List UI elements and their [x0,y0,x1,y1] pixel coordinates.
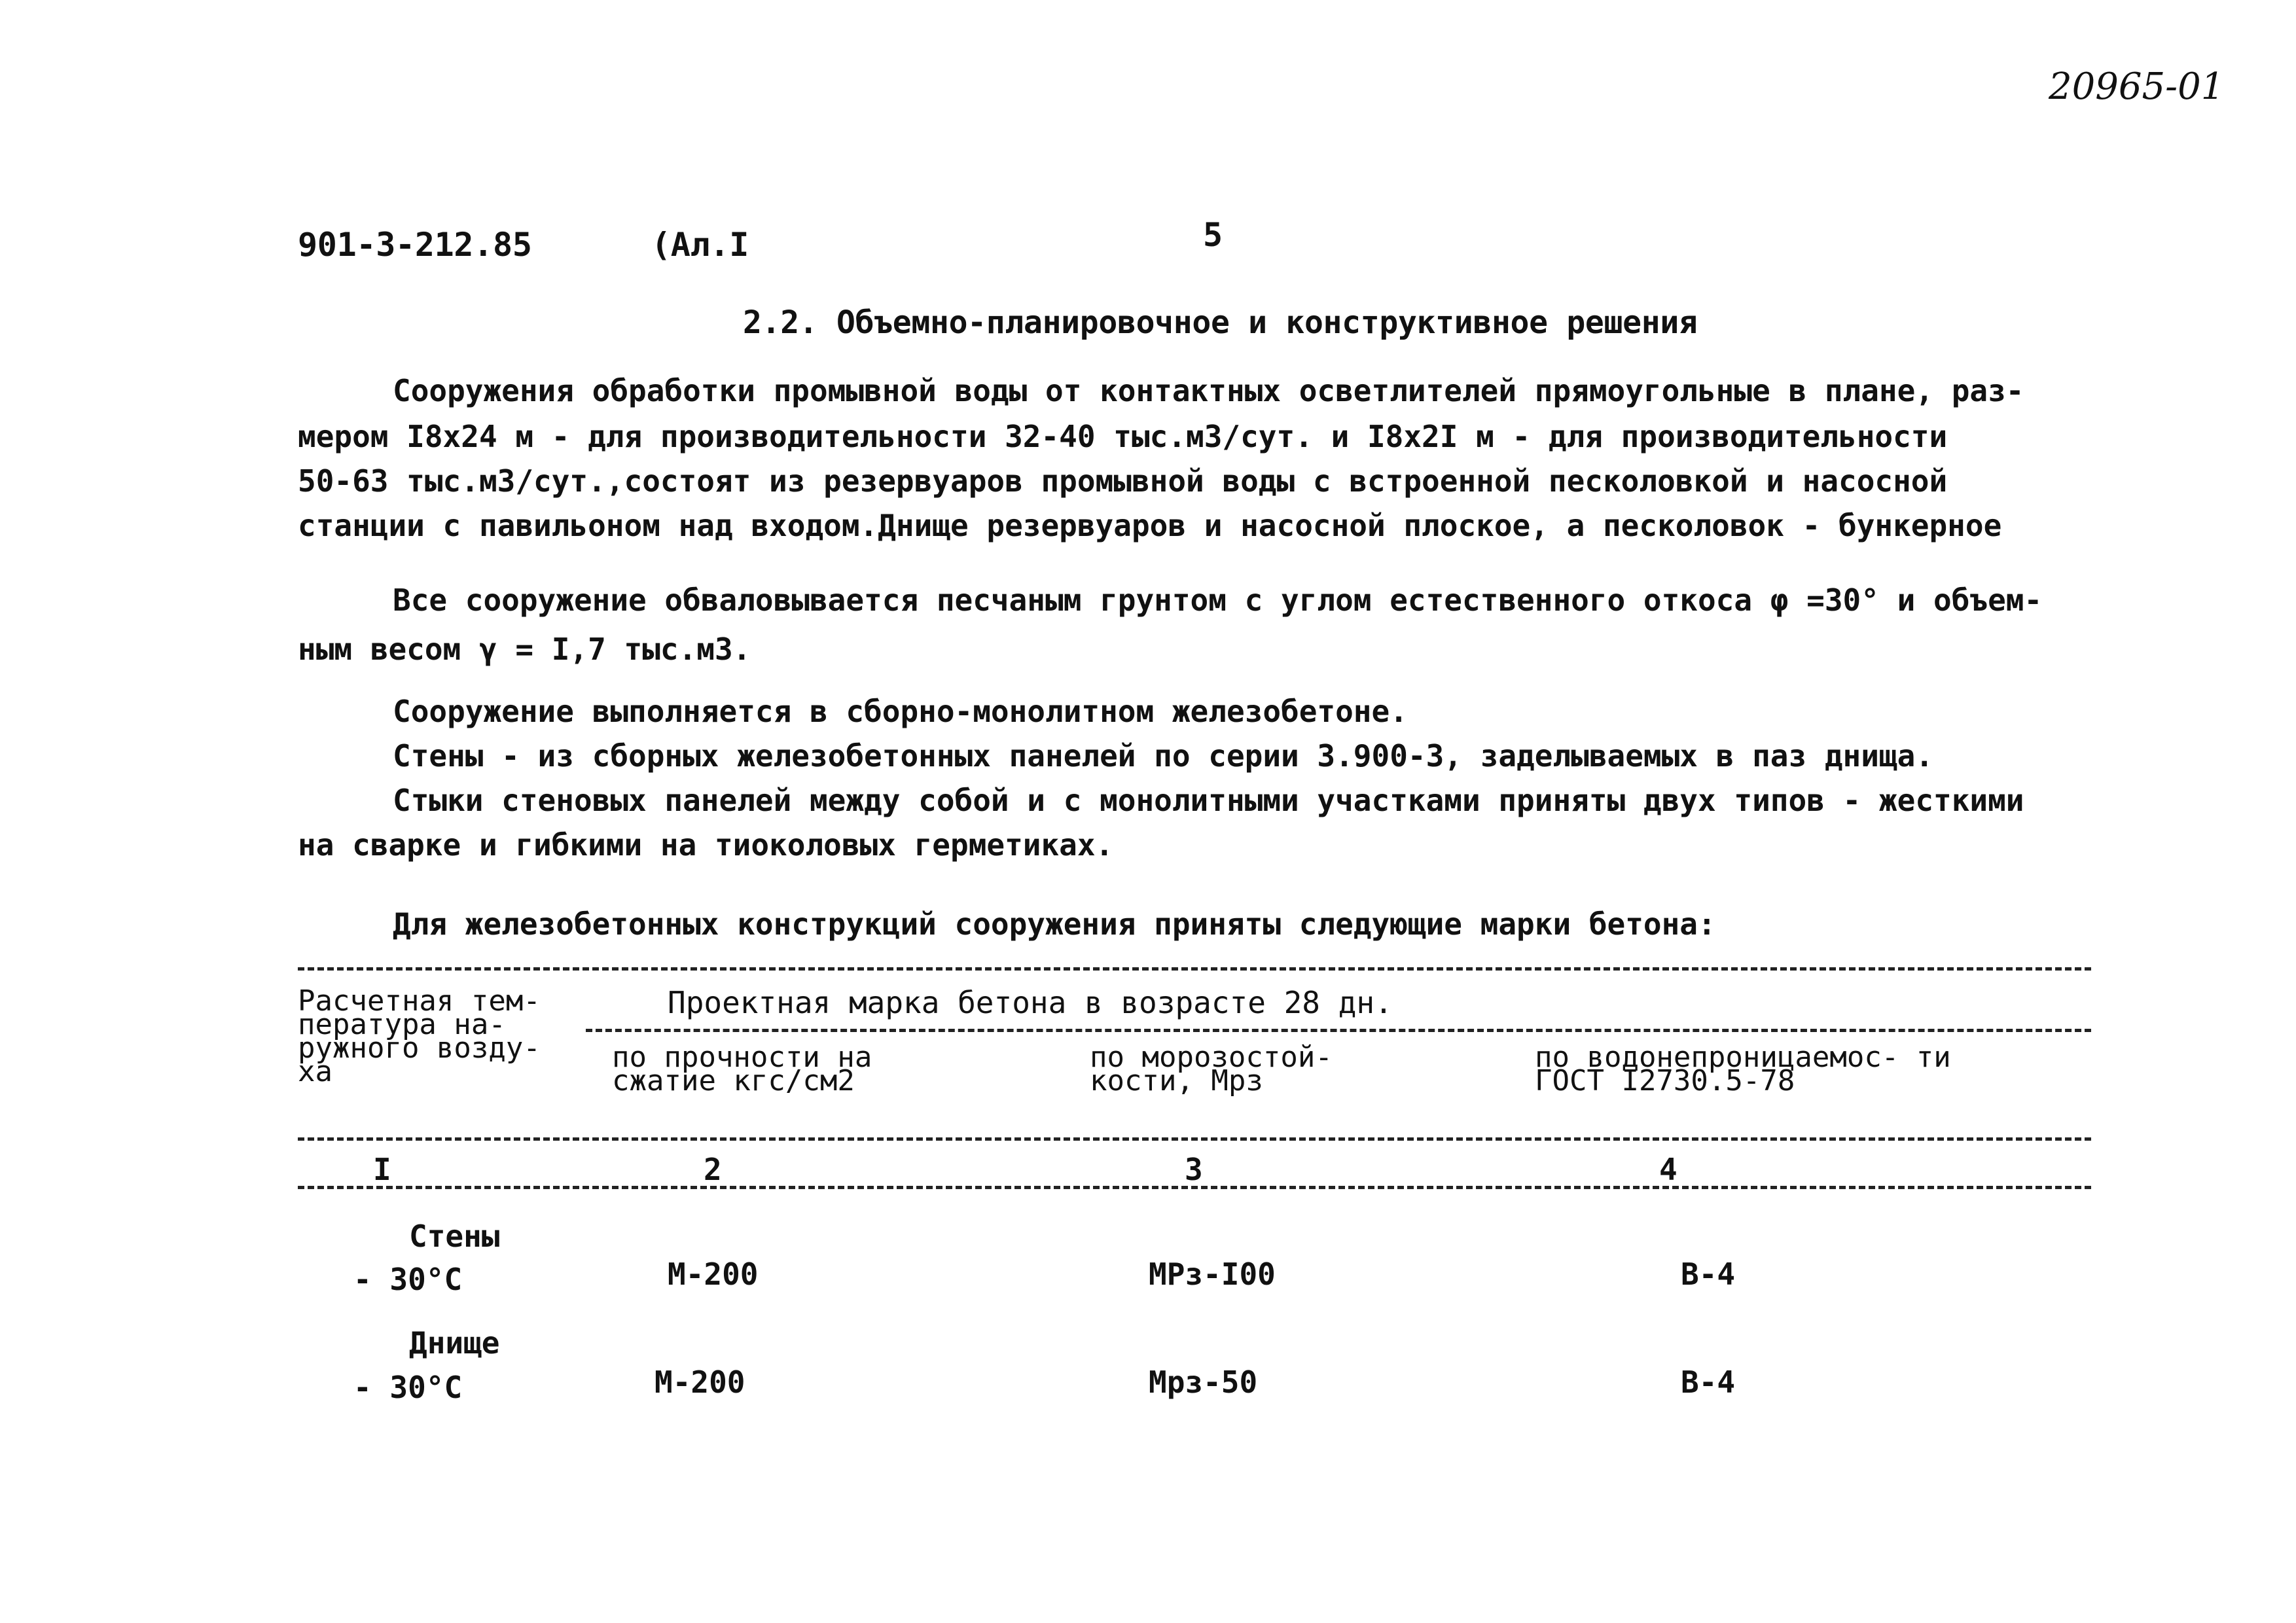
water-value: В-4 [1681,1257,1736,1292]
paragraph-line: Сооружения обработки промывной воды от контактных осветлителей прямоугольные в плане, раз- [393,373,2024,408]
paragraph-line: Сооружение выполняется в сборно-монолитном железобетоне. [393,694,1408,729]
paragraph-line: ным весом γ = I,7 тыс.м3. [298,632,751,667]
row-temperature: - 30°С [353,1262,463,1297]
col3-header: по морозостой- кости, Мрз [1090,1041,1333,1097]
paragraph-line: Стыки стеновых панелей между собой и с монолитными участками приняты двух типов - жесткими [393,783,2024,818]
group-header: Проектная марка бетона в возрасте 28 дн. [668,985,1393,1020]
section-title: 2.2. Объемно-планировочное и конструктивное решения [743,304,1698,341]
col2-header: по прочности на сжатие кгс/см2 [612,1041,872,1097]
paragraph-line: мером I8х24 м - для производительности 32-40 тыс.м3/сут. и I8х2I м - для производительности [298,419,1948,454]
table-rule [298,1137,2091,1141]
table-rule [586,1029,2091,1032]
table-rule [298,967,2091,971]
col-number: 2 [704,1152,722,1187]
paragraph-line: Стены - из сборных железобетонных панелей по серии 3.900-3, заделываемых в паз днища. [393,738,1934,774]
table-rule [298,1186,2091,1189]
col-number: I [373,1152,391,1187]
page-number: 5 [1203,216,1223,254]
col-number: 3 [1185,1152,1203,1187]
paragraph-line: станции с павильоном над входом.Днище резервуаров и насосной плоское, а песколовок - бункерное [298,508,2002,543]
row-label: Днище [409,1325,500,1361]
paragraph-line: на сварке и гибкими на тиоколовых герметиках. [298,827,1114,863]
album-label: (Ал.I [651,226,749,264]
paragraph-line: 50-63 тыс.м3/сут.,состоят из резервуаров промывной воды с встроенной песколовкой и насосной [298,463,1948,499]
row-label: Стены [409,1219,500,1254]
frost-value: МРз-I00 [1149,1257,1276,1292]
water-value: В-4 [1681,1364,1736,1400]
strength-value: М-200 [655,1364,745,1400]
strength-value: М-200 [668,1257,759,1292]
col1-header: Расчетная тем- пература на- ружного возду- ха [298,984,541,1088]
col-number: 4 [1659,1152,1677,1187]
archive-number: 20965-01 [2049,65,2225,108]
paragraph-line: Все сооружение обваловывается песчаным грунтом с углом естественного откоса φ =30° и объем- [393,582,2043,618]
paragraph-line: Для железобетонных конструкций сооружения приняты следующие марки бетона: [393,906,1716,942]
document-code: 901-3-212.85 [298,226,532,264]
col4-header: по водонепроницаемос- ти ГОСТ I2730.5-78 [1535,1041,1951,1097]
frost-value: Мрз-50 [1149,1364,1258,1400]
row-temperature: - 30°С [353,1370,463,1405]
